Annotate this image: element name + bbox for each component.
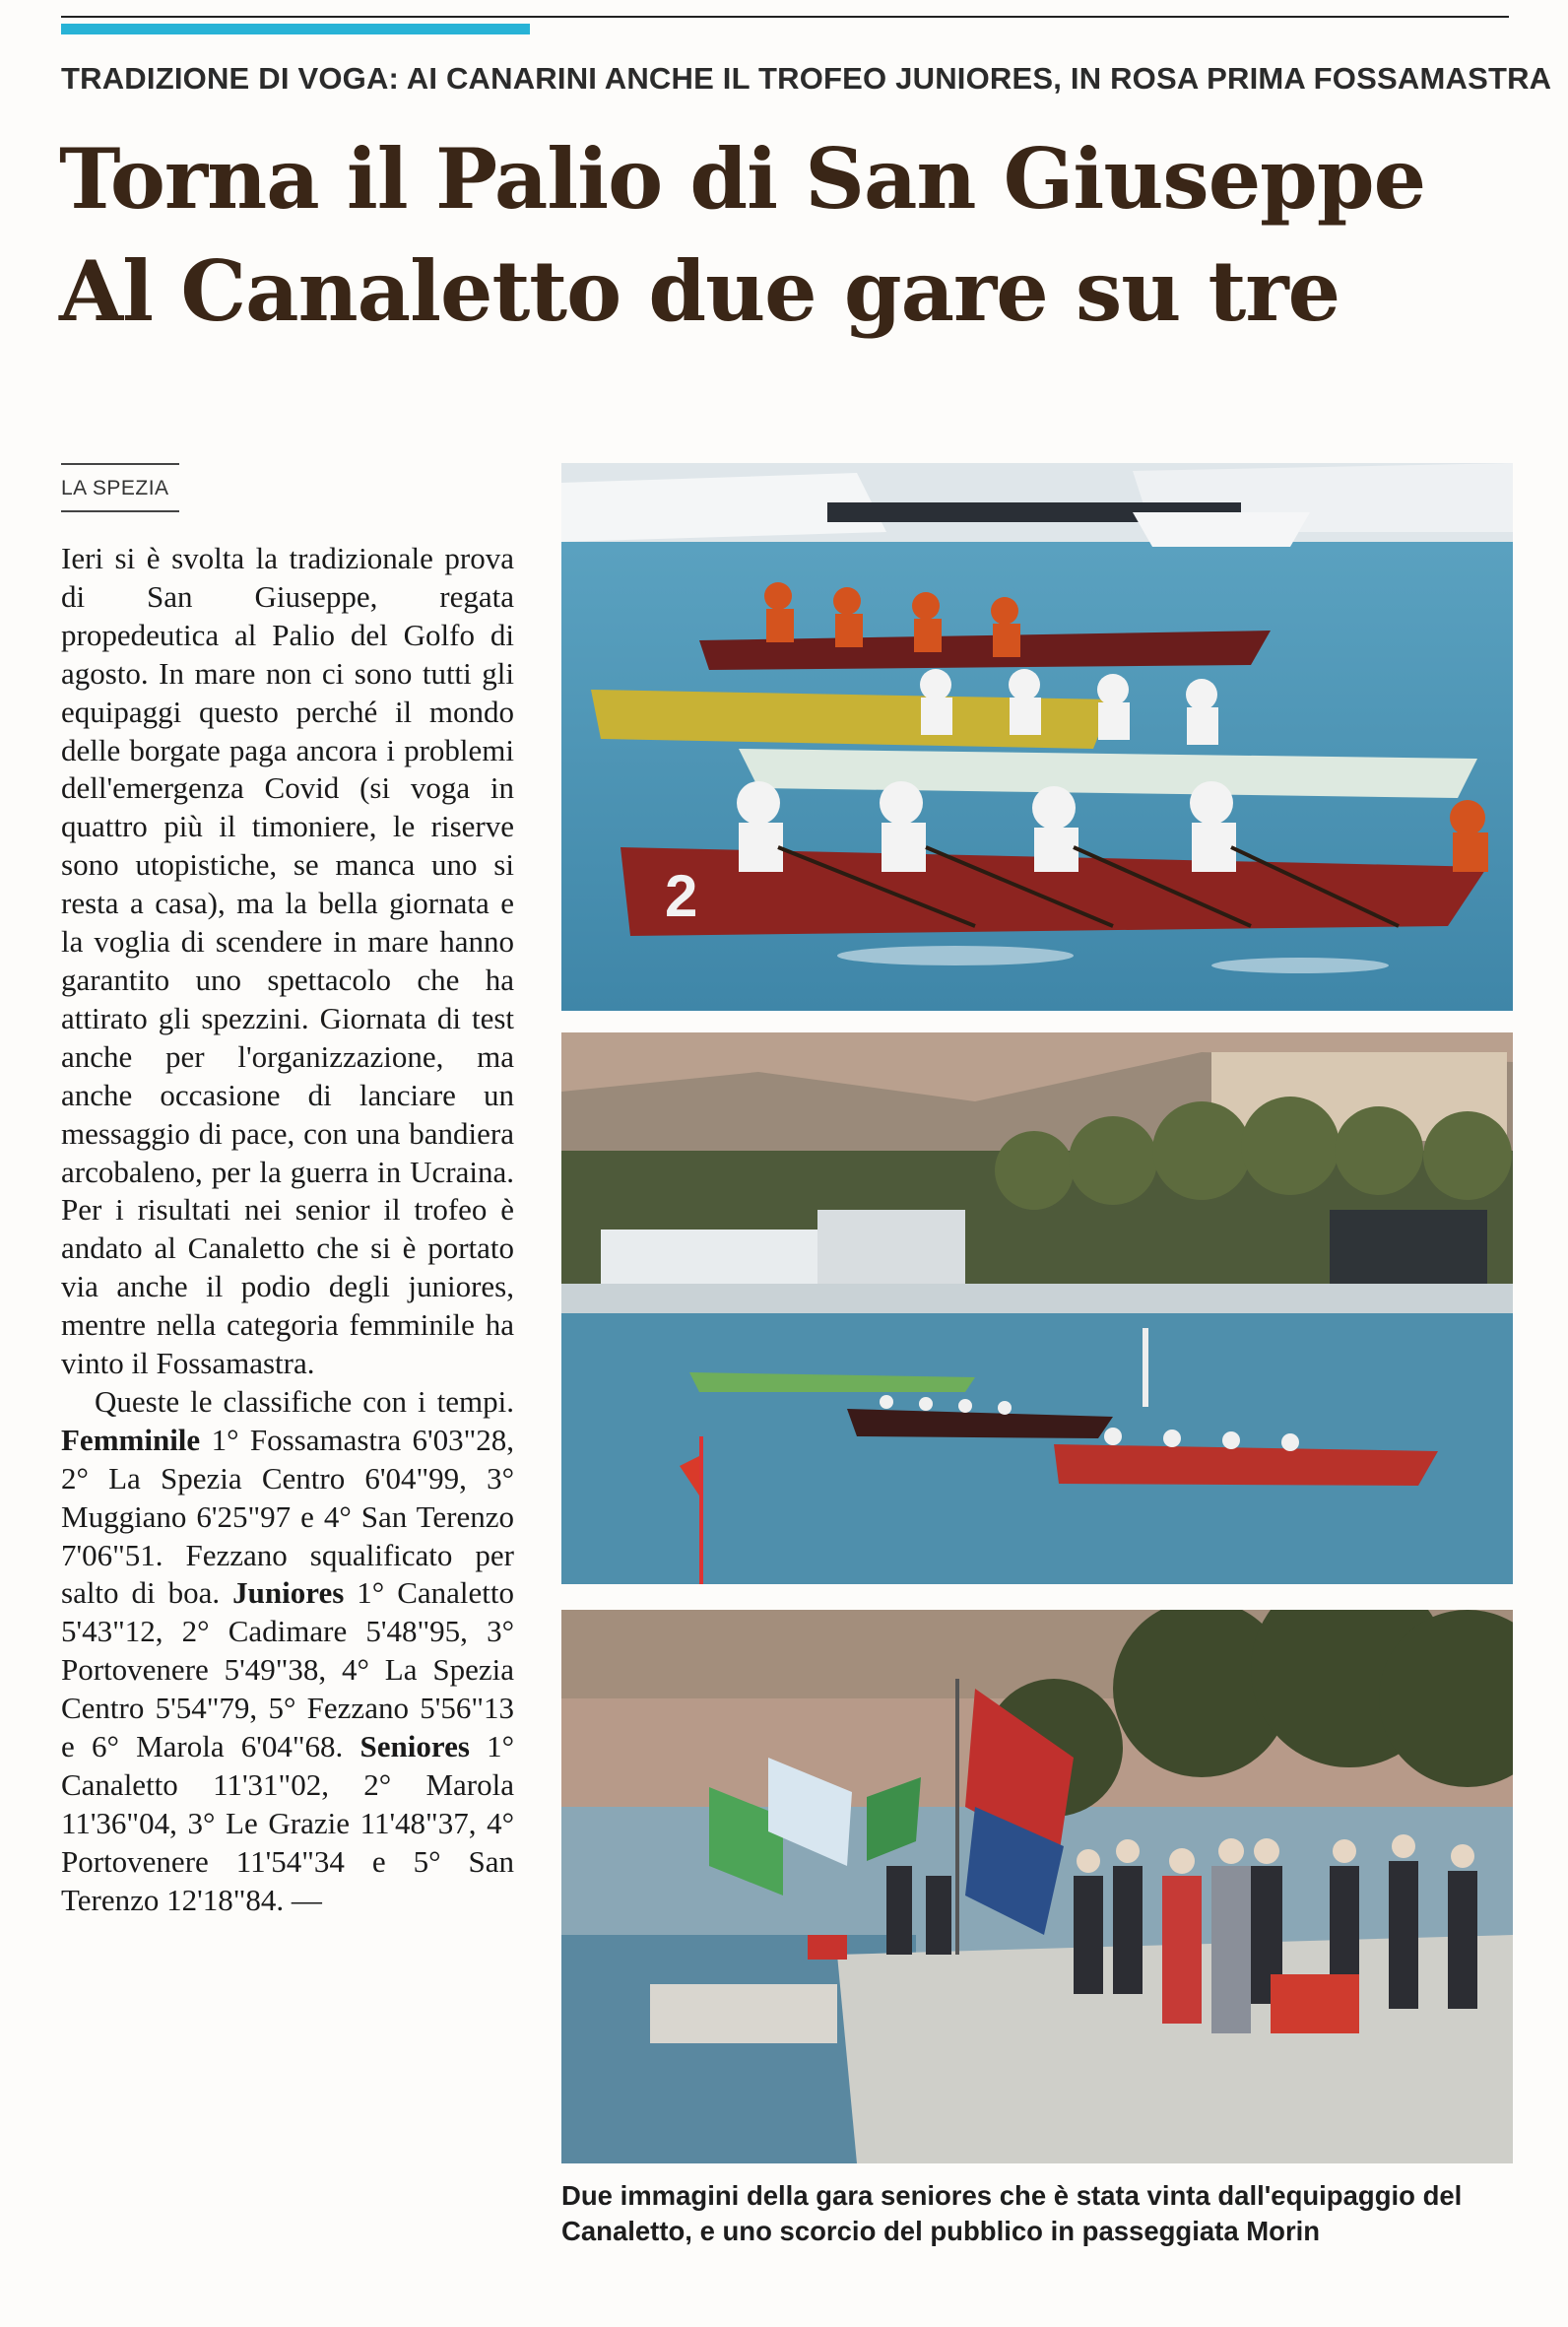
- juniores-label: Juniores: [232, 1575, 345, 1611]
- dateline-rule-top: [61, 463, 179, 465]
- seniores-label: Seniores: [359, 1729, 470, 1764]
- results-intro: Queste le classifiche con i tempi.: [95, 1383, 514, 1419]
- boat-number: 2: [665, 863, 698, 929]
- headline-line-2: Al Canaletto due gare su tre: [59, 242, 1340, 340]
- femminile-label: Femminile: [61, 1422, 201, 1457]
- seniores-results: 1° Canaletto 11'31"02, 2° Marola 11'36"04, 3° Le Grazie 11'48"37, 4° Portovenere 11'54"34 e 5° San Terenzo 12'18"84. —: [61, 1729, 515, 1917]
- headline-line-1: Torna il Palio di San Giuseppe: [59, 130, 1426, 228]
- dateline: LA SPEZIA: [61, 477, 169, 499]
- photo-spectators-promenade-image: [561, 1610, 1513, 2163]
- body-paragraph-2: [61, 1383, 514, 1920]
- kicker-headline: TRADIZIONE DI VOGA: AI CANARINI ANCHE IL TROFEO JUNIORES, IN ROSA PRIMA FOSSAMASTRA: [61, 61, 1552, 96]
- article-body: [61, 540, 514, 1920]
- photo-regatta-harbor-image: [561, 1032, 1513, 1584]
- juniores-results: 1° Canaletto 5'43"12, 2° Cadimare 5'48"95, 3° Portovenere 5'49"38, 4° La Spezia Centro 5'54"79, 5° Fezzano 5'56"13 e 6° Marola 6'04"68.: [61, 1575, 514, 1764]
- dateline-rule-bottom: [61, 510, 179, 512]
- body-paragraph-1: Ieri si è svolta la tradizionale prova di San Giuseppe, regata propedeutica al Palio del Golfo di agosto. In mare non ci sono tutti gli equipaggi questo perché il mondo delle borgate paga ancora i problemi dell'emergenza Covid (si voga in quattro più il timoniere, le riserve sono utopistiche, se manca uno si resta a casa), ma la bella giornata e la voglia di scendere in mare hanno garantito uno spettacolo che ha attirato gli spezzini. Giornata di test anche per l'organizzazione, ma anche occasione di lanciare un messaggio di pace, con una bandiera arcobaleno, per la guerra in Ucraina. Per i risultati nei senior il trofeo è andato al Canaletto che si è portato via anche il podio degli juniores, mentre nella categoria femminile ha vinto il Fossamastra.: [61, 541, 514, 1381]
- photo-regatta-harbor: [561, 1032, 1513, 1584]
- femminile-results: 1° Fossamastra 6'03"28, 2° La Spezia Centro 6'04"99, 3° Muggiano 6'25"97 e 4° San Terenzo 7'06"51. Fezzano squalificato per salto di boa.: [61, 1422, 514, 1611]
- main-headline: [59, 123, 1517, 348]
- photo-spectators-promenade: [561, 1610, 1513, 2163]
- photo-rowing-boats-closeup: [561, 463, 1513, 1011]
- section-accent-bar: [61, 24, 530, 34]
- photo-caption: Due immagini della gara seniores che è stata vinta dall'equipaggio del Canaletto, e uno scorcio del pubblico in passeggiata Morin: [561, 2180, 1463, 2246]
- top-rule: [61, 16, 1509, 18]
- photo-rowing-boats-closeup-image: [561, 463, 1513, 1011]
